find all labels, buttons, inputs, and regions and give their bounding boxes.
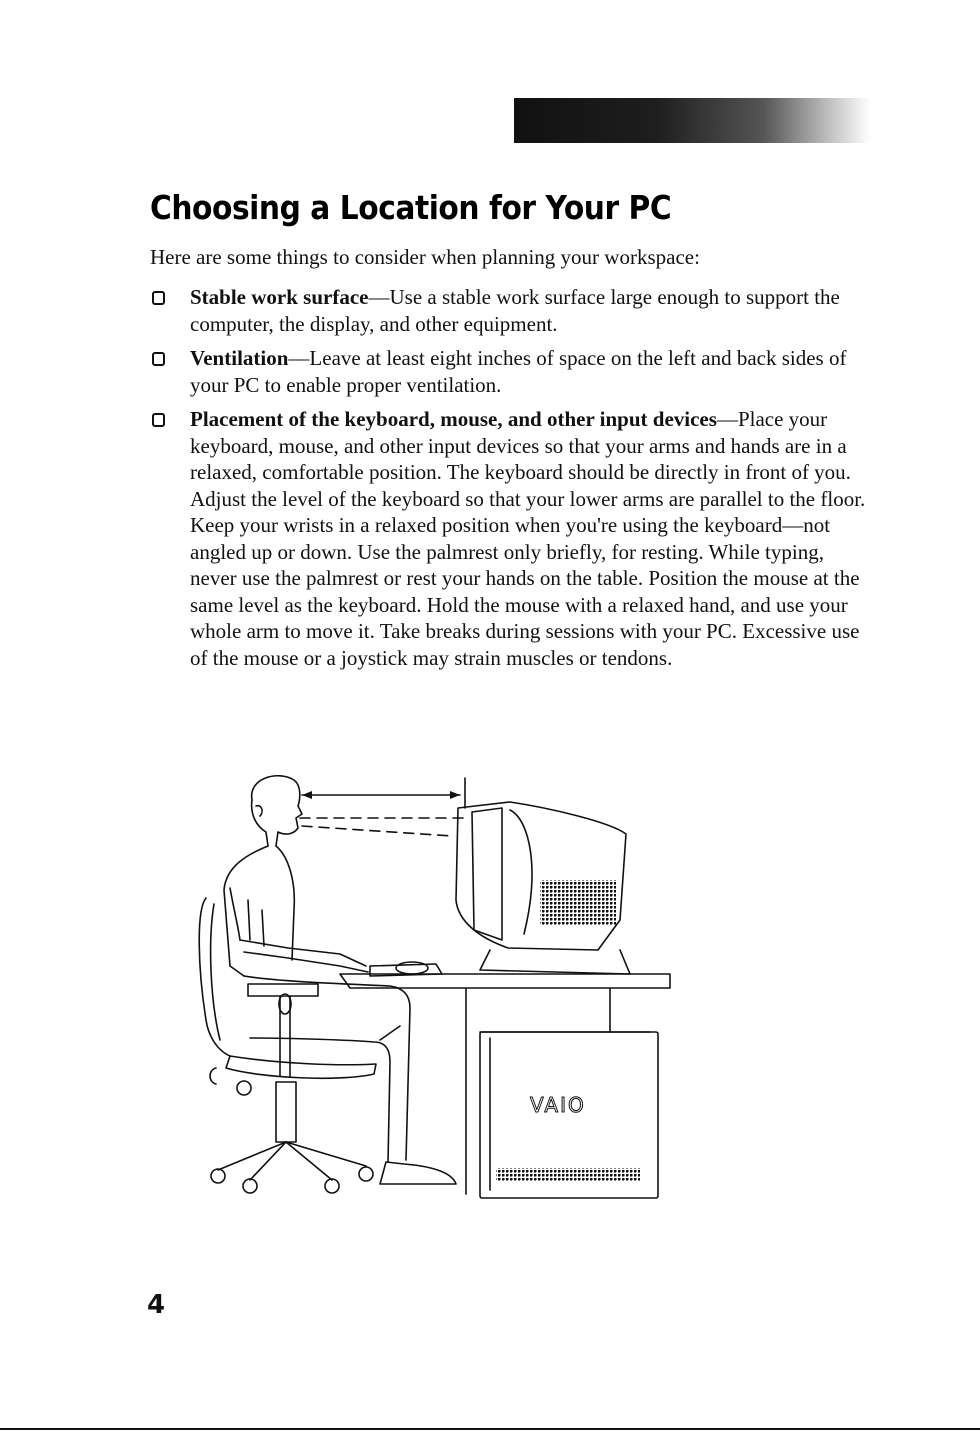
person-figure [224, 776, 456, 1184]
bullet-term: Ventilation [190, 346, 289, 370]
checkbox-bullet-icon [152, 413, 165, 427]
list-item [150, 345, 870, 398]
bullet-text: —Leave at least eight inches of space on the left and back sides of your PC to enable proper ventilation. [190, 346, 847, 397]
header-corner-band [514, 98, 870, 143]
workstation-ergonomics-illustration [190, 770, 680, 1210]
bottom-rule [0, 1428, 980, 1430]
bullet-term: Placement of the keyboard, mouse, and other input devices [190, 407, 717, 431]
vaio-logo: VAIO [530, 1093, 586, 1117]
mouse [396, 962, 428, 974]
checkbox-bullet-icon [152, 352, 165, 366]
intro-text: Here are some things to consider when planning your workspace: [150, 245, 700, 269]
checkbox-bullet-icon [152, 291, 165, 305]
tower-pc [480, 1032, 658, 1198]
list-item [150, 406, 870, 671]
bullet-term: Stable work surface [190, 285, 369, 309]
list-item [150, 284, 870, 337]
consideration-list [150, 284, 870, 679]
bullet-text: —Use a stable work surface large enough to support the computer, the display, and other equipment. [190, 285, 840, 336]
bullet-text: —Place your keyboard, mouse, and other input devices so that your arms and hands are in a relaxed, comfortable position. The keyboard should be directly in front of you. Adjust the level of the keyboard so that your lower arms are parallel to the floor. Keep your wrists in a relaxed position when you're using the keyboard—not angled up or down. Use the palmrest only briefly, for resting. While typing, never use the palmrest or rest your hands on the table. Position the mouse at the same level as the keyboard. Hold the mouse with a relaxed hand, and use your whole arm to move it. Take breaks during sessions with your PC. Excessive use of the mouse or a joystick may strain muscles or tendons. [190, 407, 866, 670]
page-number: 4 [147, 1290, 166, 1320]
page-title: Choosing a Location for Your PC [150, 188, 672, 227]
crt-monitor [456, 802, 630, 974]
office-chair [199, 898, 376, 1193]
